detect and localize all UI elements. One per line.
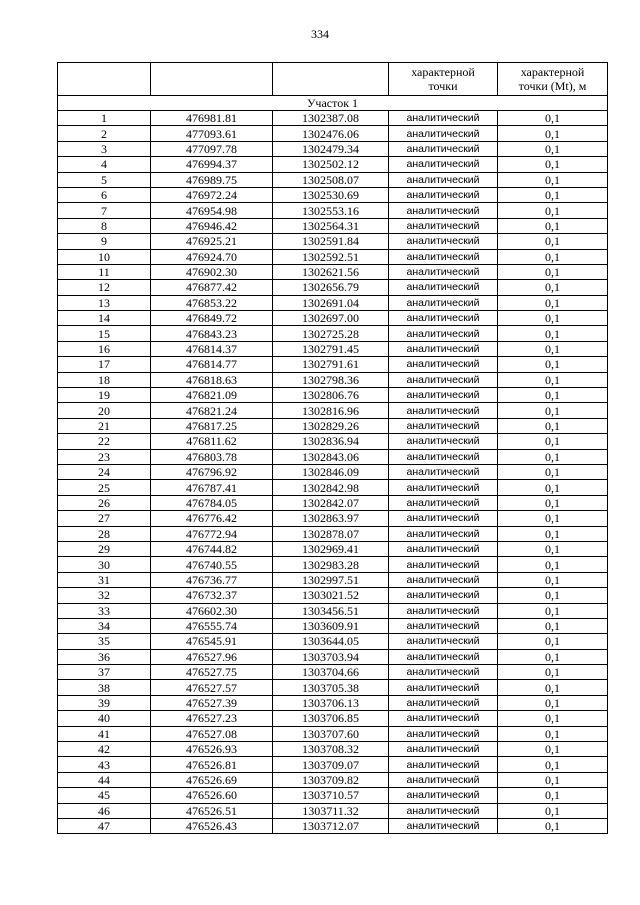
table-row (58, 695, 608, 710)
cell-accuracy: 0,1 (498, 757, 608, 772)
cell-coordinate-y: 1302791.61 (273, 357, 389, 372)
cell-coordinate-y: 1302697.00 (273, 311, 389, 326)
cell-coordinate-x: 476972.24 (151, 187, 273, 202)
cell-coordinate-y: 1303710.57 (273, 788, 389, 803)
table-row (58, 372, 608, 387)
cell-coordinate-x: 476803.78 (151, 449, 273, 464)
cell-accuracy: 0,1 (498, 187, 608, 202)
cell-coordinate-y: 1302798.36 (273, 372, 389, 387)
cell-point-number: 39 (58, 695, 151, 710)
cell-point-number: 24 (58, 464, 151, 479)
cell-method: аналитический (389, 695, 498, 710)
table-row (58, 341, 608, 356)
cell-method: аналитический (389, 726, 498, 741)
cell-point-number: 26 (58, 495, 151, 510)
cell-point-number: 27 (58, 511, 151, 526)
cell-coordinate-y: 1303705.38 (273, 680, 389, 695)
cell-point-number: 44 (58, 772, 151, 787)
cell-coordinate-x: 476946.42 (151, 218, 273, 233)
header-coordinate-x (151, 63, 273, 96)
cell-point-number: 41 (58, 726, 151, 741)
cell-accuracy: 0,1 (498, 280, 608, 295)
cell-accuracy: 0,1 (498, 557, 608, 572)
cell-coordinate-y: 1302863.97 (273, 511, 389, 526)
cell-accuracy: 0,1 (498, 295, 608, 310)
table-row (58, 464, 608, 479)
cell-coordinate-y: 1302592.51 (273, 249, 389, 264)
cell-method: аналитический (389, 649, 498, 664)
cell-coordinate-x: 476736.77 (151, 572, 273, 587)
cell-accuracy: 0,1 (498, 541, 608, 556)
cell-coordinate-y: 1302591.84 (273, 234, 389, 249)
cell-point-number: 30 (58, 557, 151, 572)
cell-coordinate-x: 476527.75 (151, 665, 273, 680)
table-row (58, 326, 608, 341)
cell-method: аналитический (389, 264, 498, 279)
cell-method: аналитический (389, 341, 498, 356)
cell-coordinate-y: 1303644.05 (273, 634, 389, 649)
cell-accuracy: 0,1 (498, 495, 608, 510)
table-row (58, 141, 608, 156)
cell-accuracy: 0,1 (498, 434, 608, 449)
cell-coordinate-y: 1302479.34 (273, 141, 389, 156)
table-row (58, 295, 608, 310)
cell-coordinate-x: 476821.24 (151, 403, 273, 418)
header-method-line1: характерной (411, 65, 475, 79)
table-row (58, 788, 608, 803)
cell-accuracy: 0,1 (498, 788, 608, 803)
cell-method: аналитический (389, 203, 498, 218)
header-method (389, 63, 498, 96)
cell-coordinate-x: 476527.08 (151, 726, 273, 741)
cell-coordinate-y: 1302836.94 (273, 434, 389, 449)
cell-coordinate-y: 1302530.69 (273, 187, 389, 202)
table-row (58, 449, 608, 464)
cell-coordinate-y: 1302997.51 (273, 572, 389, 587)
cell-accuracy: 0,1 (498, 249, 608, 264)
table-row (58, 311, 608, 326)
table-row (58, 418, 608, 433)
cell-method: аналитический (389, 187, 498, 202)
cell-accuracy: 0,1 (498, 111, 608, 126)
cell-point-number: 12 (58, 280, 151, 295)
cell-method: аналитический (389, 372, 498, 387)
cell-accuracy: 0,1 (498, 649, 608, 664)
cell-coordinate-x: 476744.82 (151, 541, 273, 556)
cell-point-number: 46 (58, 803, 151, 818)
cell-method: аналитический (389, 464, 498, 479)
cell-coordinate-x: 476817.25 (151, 418, 273, 433)
header-accuracy (498, 63, 608, 96)
cell-coordinate-x: 476526.69 (151, 772, 273, 787)
cell-point-number: 7 (58, 203, 151, 218)
cell-coordinate-x: 476602.30 (151, 603, 273, 618)
table-row (58, 172, 608, 187)
cell-method: аналитический (389, 603, 498, 618)
cell-accuracy: 0,1 (498, 680, 608, 695)
cell-coordinate-y: 1302806.76 (273, 388, 389, 403)
table-row (58, 264, 608, 279)
cell-point-number: 4 (58, 157, 151, 172)
table-row (58, 111, 608, 126)
cell-method: аналитический (389, 357, 498, 372)
cell-point-number: 21 (58, 418, 151, 433)
table-row (58, 541, 608, 556)
table-row (58, 434, 608, 449)
cell-method: аналитический (389, 665, 498, 680)
cell-coordinate-y: 1303711.32 (273, 803, 389, 818)
cell-coordinate-x: 476555.74 (151, 618, 273, 633)
cell-point-number: 37 (58, 665, 151, 680)
cell-method: аналитический (389, 541, 498, 556)
cell-coordinate-y: 1302691.04 (273, 295, 389, 310)
cell-coordinate-x: 476526.43 (151, 818, 273, 833)
cell-coordinate-x: 476527.39 (151, 695, 273, 710)
cell-method: аналитический (389, 511, 498, 526)
cell-accuracy: 0,1 (498, 572, 608, 587)
cell-accuracy: 0,1 (498, 603, 608, 618)
cell-accuracy: 0,1 (498, 357, 608, 372)
section-row (58, 96, 608, 111)
cell-accuracy: 0,1 (498, 742, 608, 757)
cell-coordinate-y: 1302816.96 (273, 403, 389, 418)
cell-coordinate-x: 477097.78 (151, 141, 273, 156)
cell-accuracy: 0,1 (498, 634, 608, 649)
table-row (58, 249, 608, 264)
cell-accuracy: 0,1 (498, 372, 608, 387)
table-row (58, 618, 608, 633)
cell-point-number: 5 (58, 172, 151, 187)
cell-point-number: 6 (58, 187, 151, 202)
cell-method: аналитический (389, 172, 498, 187)
cell-method: аналитический (389, 449, 498, 464)
cell-accuracy: 0,1 (498, 480, 608, 495)
cell-accuracy: 0,1 (498, 772, 608, 787)
cell-coordinate-y: 1303703.94 (273, 649, 389, 664)
cell-accuracy: 0,1 (498, 526, 608, 541)
cell-coordinate-x: 476526.93 (151, 742, 273, 757)
cell-coordinate-x: 476740.55 (151, 557, 273, 572)
cell-point-number: 9 (58, 234, 151, 249)
cell-method: аналитический (389, 480, 498, 495)
cell-accuracy: 0,1 (498, 341, 608, 356)
cell-coordinate-x: 476877.42 (151, 280, 273, 295)
cell-point-number: 15 (58, 326, 151, 341)
cell-method: аналитический (389, 249, 498, 264)
cell-point-number: 2 (58, 126, 151, 141)
header-point-number (58, 63, 151, 96)
cell-method: аналитический (389, 572, 498, 587)
cell-method: аналитический (389, 234, 498, 249)
coordinates-table (57, 62, 608, 834)
cell-coordinate-x: 476772.94 (151, 526, 273, 541)
cell-coordinate-y: 1302553.16 (273, 203, 389, 218)
table-row (58, 588, 608, 603)
cell-point-number: 35 (58, 634, 151, 649)
cell-coordinate-x: 476527.23 (151, 711, 273, 726)
page-number: 334 (311, 27, 329, 41)
cell-coordinate-y: 1303709.82 (273, 772, 389, 787)
cell-coordinate-y: 1302842.98 (273, 480, 389, 495)
cell-method: аналитический (389, 111, 498, 126)
table-row (58, 634, 608, 649)
cell-method: аналитический (389, 157, 498, 172)
cell-method: аналитический (389, 295, 498, 310)
table-row (58, 403, 608, 418)
cell-point-number: 32 (58, 588, 151, 603)
table-row (58, 726, 608, 741)
cell-coordinate-y: 1302969.41 (273, 541, 389, 556)
cell-coordinate-x: 477093.61 (151, 126, 273, 141)
table-row (58, 234, 608, 249)
cell-coordinate-y: 1303707.60 (273, 726, 389, 741)
header-accuracy-line1: характерной (520, 65, 585, 79)
table-body (58, 96, 608, 834)
cell-coordinate-x: 476732.37 (151, 588, 273, 603)
cell-coordinate-x: 476853.22 (151, 295, 273, 310)
cell-coordinate-y: 1303609.91 (273, 618, 389, 633)
cell-coordinate-y: 1303704.66 (273, 665, 389, 680)
cell-accuracy: 0,1 (498, 818, 608, 833)
cell-accuracy: 0,1 (498, 172, 608, 187)
cell-coordinate-x: 476545.91 (151, 634, 273, 649)
cell-coordinate-x: 476526.51 (151, 803, 273, 818)
cell-coordinate-y: 1302846.09 (273, 464, 389, 479)
table-row (58, 480, 608, 495)
cell-coordinate-x: 476527.96 (151, 649, 273, 664)
cell-point-number: 45 (58, 788, 151, 803)
cell-point-number: 23 (58, 449, 151, 464)
cell-method: аналитический (389, 818, 498, 833)
cell-coordinate-y: 1302476.06 (273, 126, 389, 141)
cell-method: аналитический (389, 326, 498, 341)
table-row (58, 388, 608, 403)
cell-coordinate-x: 476527.57 (151, 680, 273, 695)
cell-coordinate-y: 1302725.28 (273, 326, 389, 341)
cell-coordinate-y: 1303456.51 (273, 603, 389, 618)
table-row (58, 818, 608, 833)
table-row (58, 280, 608, 295)
cell-point-number: 18 (58, 372, 151, 387)
cell-point-number: 40 (58, 711, 151, 726)
cell-point-number: 17 (58, 357, 151, 372)
cell-coordinate-x: 476902.30 (151, 264, 273, 279)
table-row (58, 649, 608, 664)
cell-point-number: 10 (58, 249, 151, 264)
cell-coordinate-x: 476989.75 (151, 172, 273, 187)
cell-coordinate-x: 476784.05 (151, 495, 273, 510)
cell-accuracy: 0,1 (498, 449, 608, 464)
table-row (58, 772, 608, 787)
cell-coordinate-y: 1303706.85 (273, 711, 389, 726)
cell-method: аналитический (389, 311, 498, 326)
cell-coordinate-y: 1302508.07 (273, 172, 389, 187)
table-row (58, 803, 608, 818)
cell-accuracy: 0,1 (498, 157, 608, 172)
cell-coordinate-y: 1302564.31 (273, 218, 389, 233)
cell-accuracy: 0,1 (498, 311, 608, 326)
table-row (58, 742, 608, 757)
cell-coordinate-y: 1302502.12 (273, 157, 389, 172)
table-row (58, 218, 608, 233)
cell-coordinate-y: 1303708.32 (273, 742, 389, 757)
cell-point-number: 20 (58, 403, 151, 418)
cell-point-number: 34 (58, 618, 151, 633)
cell-method: аналитический (389, 526, 498, 541)
cell-point-number: 29 (58, 541, 151, 556)
cell-point-number: 42 (58, 742, 151, 757)
cell-coordinate-x: 476843.23 (151, 326, 273, 341)
cell-accuracy: 0,1 (498, 234, 608, 249)
cell-method: аналитический (389, 418, 498, 433)
cell-coordinate-y: 1302983.28 (273, 557, 389, 572)
cell-point-number: 13 (58, 295, 151, 310)
cell-point-number: 19 (58, 388, 151, 403)
table-row (58, 665, 608, 680)
cell-coordinate-x: 476925.21 (151, 234, 273, 249)
table-row (58, 157, 608, 172)
cell-method: аналитический (389, 218, 498, 233)
cell-method: аналитический (389, 757, 498, 772)
cell-coordinate-x: 476818.63 (151, 372, 273, 387)
table-row (58, 526, 608, 541)
cell-point-number: 31 (58, 572, 151, 587)
cell-coordinate-y: 1302878.07 (273, 526, 389, 541)
cell-coordinate-x: 476526.60 (151, 788, 273, 803)
cell-accuracy: 0,1 (498, 665, 608, 680)
cell-point-number: 28 (58, 526, 151, 541)
cell-method: аналитический (389, 618, 498, 633)
table-row (58, 357, 608, 372)
table-row (58, 757, 608, 772)
header-accuracy-line2: точки (Mt), м (518, 79, 587, 93)
cell-accuracy: 0,1 (498, 803, 608, 818)
cell-method: аналитический (389, 588, 498, 603)
cell-method: аналитический (389, 742, 498, 757)
table-row (58, 711, 608, 726)
cell-accuracy: 0,1 (498, 141, 608, 156)
cell-coordinate-x: 476994.37 (151, 157, 273, 172)
cell-coordinate-x: 476787.41 (151, 480, 273, 495)
cell-coordinate-y: 1302791.45 (273, 341, 389, 356)
cell-coordinate-x: 476796.92 (151, 464, 273, 479)
table-row (58, 187, 608, 202)
cell-coordinate-x: 476814.77 (151, 357, 273, 372)
cell-point-number: 47 (58, 818, 151, 833)
cell-point-number: 38 (58, 680, 151, 695)
cell-point-number: 1 (58, 111, 151, 126)
cell-accuracy: 0,1 (498, 218, 608, 233)
cell-accuracy: 0,1 (498, 711, 608, 726)
cell-point-number: 36 (58, 649, 151, 664)
header-method-line2: точки (428, 79, 458, 93)
cell-accuracy: 0,1 (498, 203, 608, 218)
cell-method: аналитический (389, 141, 498, 156)
cell-method: аналитический (389, 280, 498, 295)
cell-method: аналитический (389, 634, 498, 649)
cell-accuracy: 0,1 (498, 326, 608, 341)
table-header-row (58, 63, 608, 96)
section-title: Участок 1 (58, 96, 608, 111)
cell-accuracy: 0,1 (498, 588, 608, 603)
table-row (58, 126, 608, 141)
cell-coordinate-y: 1303021.52 (273, 588, 389, 603)
cell-point-number: 43 (58, 757, 151, 772)
cell-accuracy: 0,1 (498, 464, 608, 479)
cell-accuracy: 0,1 (498, 126, 608, 141)
cell-accuracy: 0,1 (498, 403, 608, 418)
cell-coordinate-x: 476526.81 (151, 757, 273, 772)
cell-accuracy: 0,1 (498, 511, 608, 526)
cell-method: аналитический (389, 803, 498, 818)
cell-coordinate-x: 476814.37 (151, 341, 273, 356)
table-row (58, 680, 608, 695)
cell-coordinate-y: 1302621.56 (273, 264, 389, 279)
cell-point-number: 3 (58, 141, 151, 156)
cell-method: аналитический (389, 680, 498, 695)
cell-method: аналитический (389, 557, 498, 572)
cell-method: аналитический (389, 495, 498, 510)
cell-method: аналитический (389, 788, 498, 803)
cell-coordinate-x: 476821.09 (151, 388, 273, 403)
cell-accuracy: 0,1 (498, 388, 608, 403)
cell-method: аналитический (389, 772, 498, 787)
cell-point-number: 11 (58, 264, 151, 279)
cell-coordinate-y: 1302843.06 (273, 449, 389, 464)
cell-point-number: 25 (58, 480, 151, 495)
cell-accuracy: 0,1 (498, 695, 608, 710)
table-row (58, 495, 608, 510)
cell-accuracy: 0,1 (498, 618, 608, 633)
cell-coordinate-x: 476954.98 (151, 203, 273, 218)
table-row (58, 572, 608, 587)
table-row (58, 603, 608, 618)
cell-coordinate-x: 476811.62 (151, 434, 273, 449)
cell-coordinate-y: 1303709.07 (273, 757, 389, 772)
cell-point-number: 22 (58, 434, 151, 449)
cell-point-number: 8 (58, 218, 151, 233)
table-row (58, 511, 608, 526)
cell-method: аналитический (389, 126, 498, 141)
cell-method: аналитический (389, 711, 498, 726)
cell-point-number: 16 (58, 341, 151, 356)
cell-coordinate-y: 1302656.79 (273, 280, 389, 295)
cell-method: аналитический (389, 434, 498, 449)
cell-coordinate-y: 1302842.07 (273, 495, 389, 510)
cell-coordinate-y: 1303712.07 (273, 818, 389, 833)
cell-accuracy: 0,1 (498, 264, 608, 279)
cell-method: аналитический (389, 403, 498, 418)
table-row (58, 203, 608, 218)
cell-coordinate-x: 476776.42 (151, 511, 273, 526)
cell-point-number: 14 (58, 311, 151, 326)
cell-coordinate-y: 1302829.26 (273, 418, 389, 433)
cell-point-number: 33 (58, 603, 151, 618)
cell-coordinate-x: 476924.70 (151, 249, 273, 264)
cell-coordinate-x: 476981.81 (151, 111, 273, 126)
cell-method: аналитический (389, 388, 498, 403)
cell-coordinate-x: 476849.72 (151, 311, 273, 326)
header-coordinate-y (273, 63, 389, 96)
cell-accuracy: 0,1 (498, 726, 608, 741)
table-row (58, 557, 608, 572)
cell-coordinate-y: 1303706.13 (273, 695, 389, 710)
cell-coordinate-y: 1302387.08 (273, 111, 389, 126)
cell-accuracy: 0,1 (498, 418, 608, 433)
